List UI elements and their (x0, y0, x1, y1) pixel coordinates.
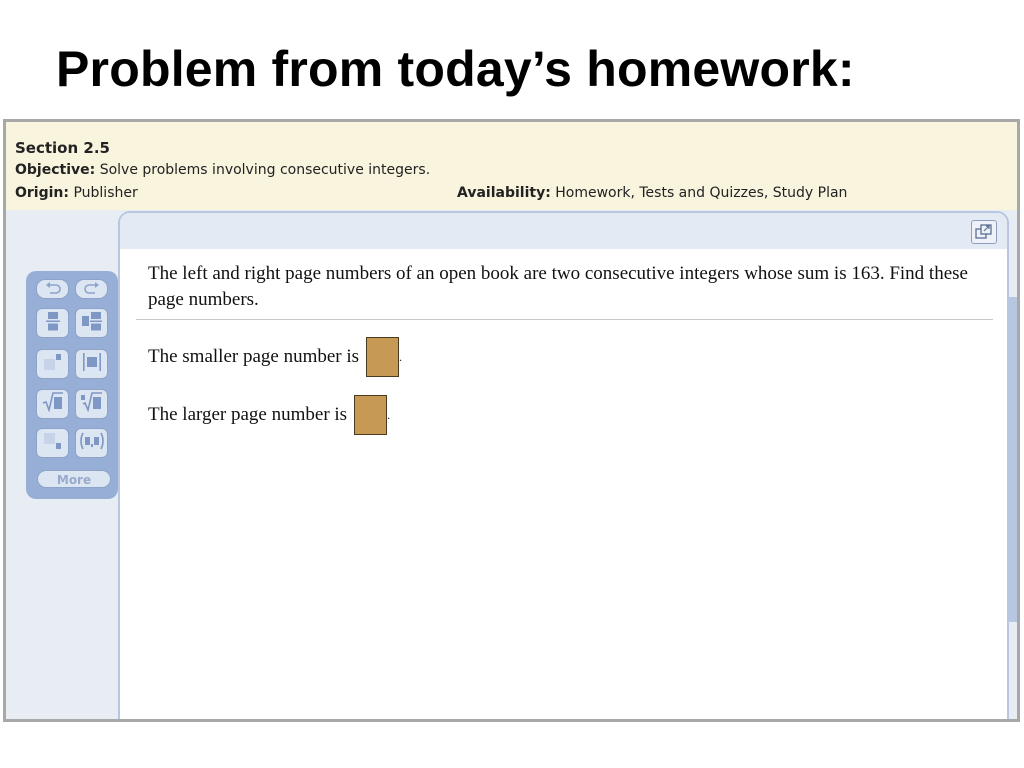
availability-label: Availability: (457, 185, 551, 201)
objective-label: Objective: (15, 162, 96, 178)
fraction-button[interactable] (36, 308, 69, 338)
mixed-number-button[interactable] (75, 308, 108, 338)
square-root-button[interactable] (36, 389, 69, 419)
answer-input-larger[interactable] (354, 395, 387, 435)
expand-button[interactable] (971, 220, 997, 244)
square-root-icon (42, 392, 64, 416)
answer-label-smaller: The smaller page number is (148, 346, 360, 367)
answer-period: . (387, 407, 391, 422)
mixed-number-icon (82, 311, 102, 335)
nth-root-button[interactable] (75, 389, 108, 419)
redo-button[interactable] (75, 279, 108, 299)
objective-text: Solve problems involving consecutive integers. (99, 162, 431, 178)
math-palette (26, 271, 118, 499)
divider (136, 319, 993, 320)
answer-label-larger: The larger page number is (148, 404, 348, 425)
answer-period: . (399, 349, 403, 364)
expand-icon (972, 228, 996, 247)
homework-frame (3, 119, 1020, 722)
question-panel (118, 211, 1009, 722)
nth-root-icon (81, 392, 103, 416)
subscript-icon (44, 432, 62, 454)
availability-text: Homework, Tests and Quizzes, Study Plan (555, 185, 848, 201)
origin-text: Publisher (73, 185, 138, 201)
fraction-icon (46, 311, 60, 335)
absolute-value-button[interactable] (75, 349, 108, 379)
question-prompt: The left and right page numbers of an open book are two consecutive integers whose sum is 163. Find these page numbers. (148, 263, 968, 310)
undo-button[interactable] (36, 279, 69, 299)
panel-header (120, 213, 1007, 249)
ordered-pair-icon (79, 432, 105, 454)
section-label: Section 2.5 (15, 139, 110, 157)
exponent-button[interactable] (36, 349, 69, 379)
ordered-pair-button[interactable] (75, 428, 108, 458)
exponent-icon (44, 353, 62, 375)
answer-row-smaller (148, 337, 402, 377)
absolute-value-icon (82, 353, 102, 375)
answer-input-smaller[interactable] (366, 337, 399, 377)
redo-icon (83, 282, 101, 297)
objective-line (15, 162, 430, 178)
availability-line (457, 185, 847, 201)
slide-title: Problem from today’s homework: (56, 41, 855, 97)
origin-line (15, 185, 138, 201)
subscript-button[interactable] (36, 428, 69, 458)
origin-label: Origin: (15, 185, 69, 201)
undo-icon (44, 282, 62, 297)
more-button[interactable]: More (37, 470, 111, 488)
problem-meta-header (6, 122, 1017, 210)
scrollbar[interactable] (1009, 297, 1017, 622)
answer-row-larger (148, 395, 390, 435)
